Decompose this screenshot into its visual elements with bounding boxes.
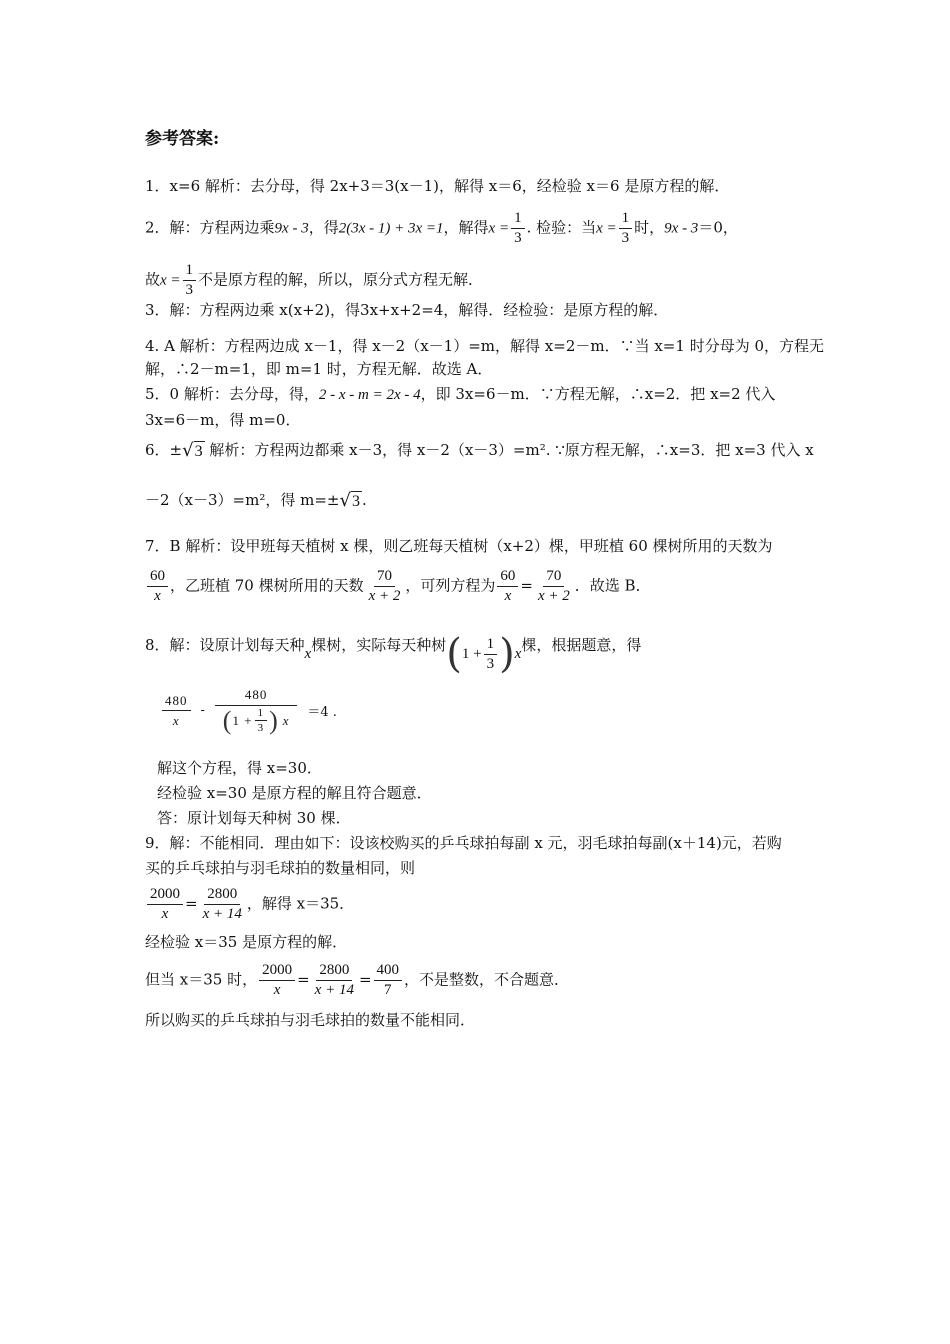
answer-6-text: －2（x－3）=m²，得 m=±: [145, 491, 340, 509]
square-root: √ 3: [339, 490, 360, 511]
answer-6-line-1: [145, 440, 814, 461]
equals-sign: =: [185, 894, 198, 913]
answer-9-line-2: 买的乒乓球拍与羽毛球拍的数量相同，则: [145, 859, 416, 877]
minus-sign: -: [200, 702, 205, 718]
fraction-denominator: 7: [384, 982, 392, 998]
fraction-denominator: x + 14: [314, 982, 354, 998]
fraction-2000-over-x: [147, 886, 183, 923]
fraction-denominator: x + 2: [368, 588, 401, 604]
equals-sign: =: [520, 576, 533, 595]
fraction-denominator: x + 14: [202, 906, 242, 922]
answer-8-text: 8．解：设原计划每天种: [145, 636, 305, 654]
fraction-numerator: 1: [619, 210, 633, 229]
answer-8-text: 棵树，实际每天种树: [311, 636, 447, 654]
fraction-numerator: 1: [511, 210, 525, 229]
answer-2-line-1: [145, 210, 738, 247]
answer-8-conclusion: 答：原计划每天种树 30 棵．: [157, 809, 351, 827]
radicand: 3: [194, 443, 203, 460]
answer-1: 1．x=6 解析：去分母，得 2x+3＝3(x－1)，解得 x＝6，经检验 x＝6 是原方程的解．: [145, 177, 730, 195]
answer-2-factor: 9x - 3: [664, 220, 699, 237]
answer-2-text: ，解得: [443, 218, 489, 237]
answer-7-text: ，可列方程为: [405, 576, 496, 595]
equation-rhs: ＝4 .: [307, 704, 337, 720]
fraction-one-third: [183, 262, 197, 299]
fraction-one-third: [255, 707, 268, 734]
parenthesized-expression: ( 1 + $\frac{1}{3}$ ): [446, 631, 515, 677]
answer-8-line-1: [145, 626, 642, 677]
answer-2-text: ，得: [308, 218, 339, 237]
answer-8-x: x: [304, 646, 312, 662]
fraction-one-third: [511, 210, 525, 247]
fraction-numerator: 1: [255, 707, 268, 721]
answer-2-x: x =: [596, 220, 617, 237]
answer-8-solve: 解这个方程，得 x=30．: [157, 759, 322, 777]
answer-4-line-1: 4. A 解析：方程两边成 x－1，得 x－2（x－1）=m，解得 x=2－m．∵当 x=1 时分母为 0，方程无: [145, 337, 825, 355]
answer-9-text: 但当 x＝35 时，: [145, 970, 258, 989]
fraction-one-third: [619, 210, 633, 247]
answer-9-line-1: 9．解：不能相同．理由如下：设该校购买的乒乓球拍每副 x 元，羽毛球拍每副(x＋14)元，若购: [145, 834, 782, 852]
fraction-numerator: 60: [497, 568, 518, 587]
answer-2-text: 故: [145, 270, 161, 289]
fraction-480-over-expression: [215, 686, 298, 734]
fraction-denominator: x + 2: [538, 588, 570, 604]
fraction-numerator: 400: [374, 962, 403, 981]
answer-8-check: 经检验 x=30 是原方程的解且符合题意．: [157, 784, 432, 802]
one-plus: 1 +: [461, 646, 482, 662]
fraction-denominator: x: [154, 588, 161, 604]
square-root: √ 3: [182, 440, 203, 461]
fraction-one-third: [484, 636, 498, 673]
equals-sign: =: [358, 970, 372, 989]
fraction-numerator: 2000: [259, 962, 295, 981]
answer-5-text: ，即 3x=6－m．∵方程无解，∴x=2．把 x=2 代入: [420, 385, 776, 403]
answer-5-line-1: [145, 384, 775, 405]
fraction-numerator: 2000: [147, 886, 183, 905]
answer-6-line-2: [145, 490, 367, 511]
page-title: 参考答案:: [145, 129, 220, 149]
fraction-numerator: 60: [147, 568, 168, 587]
fraction-numerator: 480: [215, 686, 298, 706]
fraction-numerator: 1: [484, 636, 498, 655]
fraction-denominator: x: [273, 982, 281, 998]
answer-7-line-1: 7．B 解析：设甲班每天植树 x 棵，则乙班每天植树（x+2）棵，甲班植 60 棵树所用的天数为: [145, 537, 773, 555]
fraction-70-over-x-plus-2: [535, 568, 573, 605]
fraction-numerator: 2800: [316, 962, 352, 981]
fraction-denominator: 3: [486, 655, 495, 672]
fraction-numerator: 70: [543, 568, 564, 587]
fraction-60-over-x: [147, 568, 168, 605]
answer-5-line-2: 3x=6－m，得 m=0．: [145, 411, 301, 429]
radicand: 3: [351, 493, 360, 510]
fraction-numerator: 480: [162, 692, 191, 711]
answer-5-equation: 2 - x - m = 2x - 4: [318, 387, 421, 403]
answer-2-x: x =: [160, 272, 181, 289]
answer-9-text: ，解得 x＝35．: [246, 894, 355, 913]
answer-2-text: 2．解：方程两边乘: [145, 218, 275, 237]
answer-9-line-4: 经检验 x＝35 是原方程的解．: [145, 933, 348, 951]
answer-2-text: ＝0，: [698, 218, 738, 237]
answer-8-text: 棵，根据题意，得: [521, 636, 642, 654]
answer-7-text: ．故选 B．: [574, 576, 651, 595]
fraction-2800-over-x-plus-14: [200, 886, 245, 923]
fraction-400-over-7: [374, 962, 403, 999]
answer-3: 3．解：方程两边乘 x(x+2)，得3x+x+2=4，解得．经检验：是原方程的解．: [145, 301, 669, 319]
answer-2-x: x =: [488, 220, 510, 237]
fraction-denominator: 3: [257, 722, 265, 734]
answer-9-line-5: [145, 962, 569, 999]
answer-2-equation: 2(3x - 1) + 3x =1: [338, 220, 444, 237]
answer-6-text: 6．±: [145, 441, 183, 459]
fraction-denominator: ( 1 + $\frac{1}{3}$ ) x: [222, 705, 290, 735]
answer-2-text: 不是原方程的解，所以，原分式方程无解．: [198, 270, 484, 289]
fraction-denominator: 3: [185, 282, 194, 298]
equals-sign: =: [297, 970, 310, 989]
fraction-480-over-x: [162, 692, 191, 729]
one-plus: 1 +: [232, 713, 253, 728]
fraction-numerator: 1: [183, 262, 197, 281]
answer-9-line-3: [145, 886, 354, 923]
fraction-70-over-x-plus-2: [366, 568, 404, 605]
fraction-numerator: 70: [374, 568, 395, 587]
fraction-denominator: x: [161, 906, 169, 922]
fraction-denominator: x: [172, 712, 180, 728]
answer-9-line-6: 所以购买的乒乓球拍与羽毛球拍的数量不能相同．: [145, 1011, 476, 1029]
answer-9-text: ，不是整数，不合题意．: [404, 970, 570, 989]
answer-7-text: ，乙班植 70 棵树所用的天数: [170, 576, 364, 595]
answer-7-line-2: [145, 568, 651, 605]
answer-4-line-2: 解，∴2－m=1，即 m=1 时，方程无解．故选 A．: [145, 360, 493, 378]
answer-5-text: 5．0 解析：去分母，得，: [145, 385, 319, 403]
fraction-denominator: x: [504, 588, 512, 604]
answer-6-text: .: [361, 491, 367, 509]
fraction-denominator: 3: [621, 230, 630, 246]
fraction-2000-over-x: [259, 962, 295, 999]
fraction-numerator: 2800: [204, 886, 240, 905]
fraction-2800-over-x-plus-14: [312, 962, 357, 999]
answer-6-text: 解析：方程两边都乘 x－3，得 x－2（x－3）=m². ∵原方程无解，∴x=3．把 x=3 代入 x: [204, 441, 814, 459]
fraction-60-over-x: [497, 568, 518, 605]
answer-2-line-2: [145, 262, 483, 299]
x-variable: x: [282, 713, 290, 728]
answer-8-equation: [160, 686, 337, 734]
answer-2-factor: 9x - 3: [274, 220, 309, 237]
answer-8-x: x: [514, 646, 522, 662]
fraction-denominator: 3: [514, 230, 522, 246]
answer-2-text: 时，: [634, 218, 665, 237]
answer-2-text: . 检验：当: [526, 218, 597, 237]
